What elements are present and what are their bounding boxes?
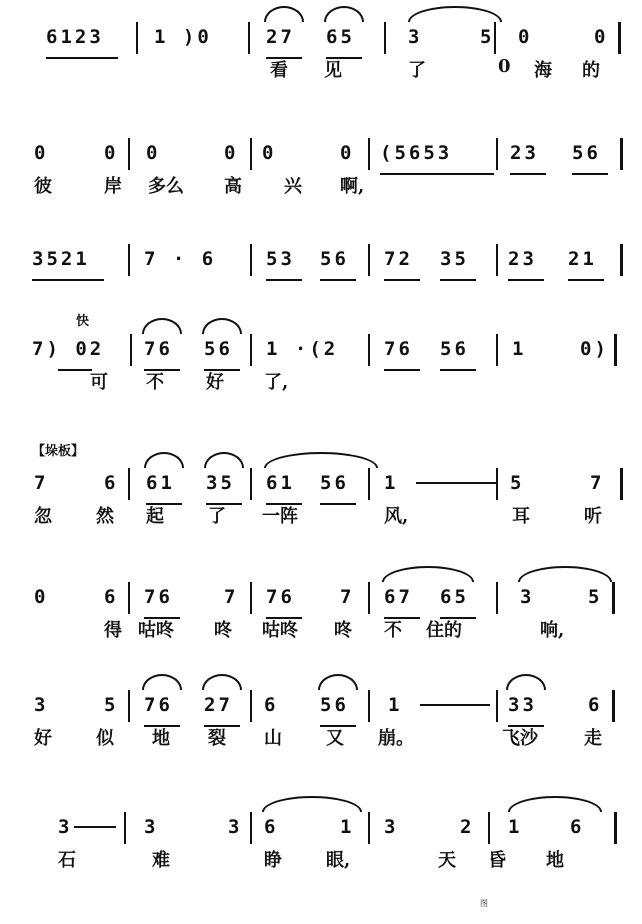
- note-group: 53: [266, 248, 295, 270]
- lyrics-row: [28, 368, 624, 394]
- lyric-syllable: 昏: [488, 850, 506, 871]
- note-group: 5: [104, 694, 119, 716]
- note-group: 3: [520, 586, 535, 608]
- note-group: 6123: [46, 26, 104, 48]
- note-group: 76: [384, 338, 413, 360]
- note-group: 6: [588, 694, 603, 716]
- note-group: 3521: [32, 248, 90, 270]
- note-group: 0: [340, 142, 355, 164]
- lyric-syllable: 可: [90, 372, 108, 393]
- lyric-syllable: 咕咚: [138, 620, 174, 641]
- note-group: 67: [384, 586, 413, 608]
- lyric-syllable: 响,: [540, 620, 565, 641]
- lyric-syllable: 了,: [264, 372, 289, 393]
- note-group: 0: [224, 142, 239, 164]
- note-group: 7 · 6: [144, 248, 217, 270]
- bar-line: [250, 690, 252, 722]
- slur-arc: [144, 452, 184, 468]
- lyric-syllable: 一阵: [262, 506, 298, 527]
- lyric-syllable: 的: [582, 60, 600, 81]
- lyric-syllable: 好: [34, 728, 52, 749]
- note-group: 0): [580, 338, 609, 360]
- note-group: 0: [594, 26, 609, 48]
- note-group: 35: [206, 472, 235, 494]
- bar-line: [368, 690, 370, 722]
- note-group: 76: [144, 586, 173, 608]
- bar-line: [368, 138, 370, 170]
- note-group: 65: [440, 586, 469, 608]
- note-group: 7: [224, 586, 239, 608]
- slur-arc: [142, 674, 182, 690]
- slur-arc: [204, 452, 244, 468]
- lyrics-row: [28, 846, 624, 872]
- bar-line: [250, 812, 252, 844]
- lyric-syllable: 耳: [512, 506, 530, 527]
- lyrics-row: [28, 502, 624, 528]
- bar-line: [368, 812, 370, 844]
- note-group: 6: [264, 694, 279, 716]
- lyric-syllable: 似: [96, 728, 114, 749]
- bar-line: [496, 582, 498, 614]
- bar-line: [496, 138, 498, 170]
- notation-row: [28, 138, 624, 168]
- lyric-syllable: 难: [152, 850, 170, 871]
- note-group: 61: [146, 472, 175, 494]
- tempo-marking: 快: [76, 314, 90, 329]
- lyric-syllable: 又: [326, 728, 344, 749]
- bar-line: [368, 582, 370, 614]
- bar-line: [136, 22, 138, 54]
- note-group: 0: [518, 26, 533, 48]
- note-group: 56: [320, 472, 349, 494]
- note-group: 0: [104, 142, 119, 164]
- notation-row: [28, 244, 624, 274]
- slur-arc: [142, 318, 182, 334]
- lyric-syllable: 高: [224, 176, 242, 197]
- note-group: 7: [590, 472, 605, 494]
- lyric-syllable: 咕咚: [262, 620, 298, 641]
- lyric-syllable: 咚: [334, 620, 352, 641]
- notation-row: [28, 582, 624, 612]
- lyric-syllable: 咚: [214, 620, 232, 641]
- notation-row: [28, 690, 624, 720]
- lyric-syllable: 住的: [426, 620, 462, 641]
- note-group: 0: [262, 142, 277, 164]
- lyric-syllable: 兴: [284, 176, 302, 197]
- bar-line: [614, 334, 617, 366]
- bar-line: [496, 468, 498, 500]
- note-group: 5: [480, 26, 495, 48]
- lyric-syllable: 听: [584, 506, 602, 527]
- bar-line: [248, 22, 250, 54]
- bar-line: [368, 468, 370, 500]
- slur-arc: [408, 6, 502, 22]
- note-group: 6: [264, 816, 279, 838]
- sustain-dash: [416, 482, 496, 484]
- slur-arc: [264, 452, 378, 468]
- note-group: 6: [104, 586, 119, 608]
- bar-line: [488, 812, 490, 844]
- note-group: 61: [266, 472, 295, 494]
- note-group: 1: [508, 816, 523, 838]
- note-group: 7) 02: [32, 338, 105, 360]
- note-group: 6: [104, 472, 119, 494]
- bar-line: [612, 582, 615, 614]
- lyric-syllable: 地: [546, 850, 564, 871]
- note-group: 3: [58, 816, 73, 838]
- lyrics-row: [28, 56, 624, 82]
- slur-arc: [264, 6, 304, 22]
- note-group: 27: [204, 694, 233, 716]
- slur-arc: [506, 674, 546, 690]
- lyrics-row: [28, 172, 624, 198]
- slur-arc: [508, 796, 602, 812]
- note-group: 1 )0: [154, 26, 212, 48]
- note-group: 6: [570, 816, 585, 838]
- bar-line: [620, 244, 623, 276]
- bar-line: [250, 582, 252, 614]
- bar-line: [250, 468, 252, 500]
- slur-arc: [202, 318, 242, 334]
- notation-row: [28, 22, 624, 52]
- notation-row: [28, 444, 624, 498]
- slur-arc: [318, 674, 358, 690]
- note-group: 7: [340, 586, 355, 608]
- slur-arc: [262, 796, 362, 812]
- lyric-syllable: 不: [146, 372, 164, 393]
- lyric-syllable: 啊,: [340, 176, 365, 197]
- lyric-syllable: 彼: [34, 176, 52, 197]
- lyrics-row: [28, 616, 624, 642]
- note-group: 56: [204, 338, 233, 360]
- lyric-syllable: 然: [96, 506, 114, 527]
- bar-line: [496, 334, 498, 366]
- note-group: 0: [34, 586, 49, 608]
- note-group: 7: [34, 472, 49, 494]
- bar-line: [384, 22, 386, 54]
- note-group: 56: [572, 142, 601, 164]
- note-group: 35: [440, 248, 469, 270]
- note-group: (5653: [380, 142, 453, 164]
- bar-line: [368, 244, 370, 276]
- note-group: 65: [326, 26, 355, 48]
- note-group: 3: [384, 816, 399, 838]
- notation-row: [28, 314, 624, 364]
- note-group: 56: [320, 248, 349, 270]
- note-group: 5: [588, 586, 603, 608]
- lyric-syllable: 起: [146, 506, 164, 527]
- bar-line: [128, 244, 130, 276]
- note-group: 1: [340, 816, 355, 838]
- note-group: 2: [460, 816, 475, 838]
- note-group: 3: [228, 816, 243, 838]
- slur-arc: [324, 6, 364, 22]
- lyric-syllable: 天: [438, 850, 456, 871]
- bar-line: [494, 22, 496, 54]
- note-group: 23: [510, 142, 539, 164]
- note-group: 1 ·(2: [266, 338, 339, 360]
- bar-line: [620, 138, 623, 170]
- lyric-syllable: 走: [584, 728, 602, 749]
- bar-line: [614, 812, 617, 844]
- bar-line: [618, 22, 621, 54]
- notation-row: [28, 812, 624, 842]
- lyric-syllable: 石: [58, 850, 76, 871]
- note-group: 1: [384, 472, 399, 494]
- note-group: 56: [440, 338, 469, 360]
- lyric-syllable: 见: [324, 60, 342, 81]
- note-group: 0: [146, 142, 161, 164]
- lyric-syllable: 0: [498, 56, 511, 77]
- note-group: 27: [266, 26, 295, 48]
- note-group: 3: [34, 694, 49, 716]
- slur-arc: [382, 566, 474, 582]
- lyric-syllable: 眼,: [326, 850, 351, 871]
- note-group: 76: [144, 338, 173, 360]
- bar-line: [128, 468, 130, 500]
- bar-line: [620, 468, 623, 500]
- sustain-dash: [420, 704, 490, 706]
- lyric-syllable: 了: [208, 506, 226, 527]
- bar-line: [250, 138, 252, 170]
- bar-line: [368, 334, 370, 366]
- lyric-syllable: 多么: [148, 176, 184, 197]
- lyric-syllable: 地: [152, 728, 170, 749]
- note-group: 3: [144, 816, 159, 838]
- bar-line: [128, 138, 130, 170]
- bar-line: [128, 582, 130, 614]
- slur-arc: [202, 674, 242, 690]
- note-group: 56: [320, 694, 349, 716]
- lyrics-row: [28, 724, 624, 750]
- lyric-syllable: 崩。: [378, 728, 414, 749]
- note-group: 1: [512, 338, 527, 360]
- note-group: 3: [408, 26, 423, 48]
- note-group: 72: [384, 248, 413, 270]
- lyric-syllable: 海: [534, 60, 552, 81]
- lyric-syllable: 风,: [384, 506, 409, 527]
- note-group: 21: [568, 248, 597, 270]
- note-group: 5: [510, 472, 525, 494]
- page-corner-mark: 图: [480, 899, 488, 908]
- note-group: 23: [508, 248, 537, 270]
- note-group: 76: [266, 586, 295, 608]
- sustain-dash: [74, 826, 116, 828]
- note-group: 76: [144, 694, 173, 716]
- lyric-syllable: 裂: [208, 728, 226, 749]
- note-group: 33: [508, 694, 537, 716]
- lyric-syllable: 山: [264, 728, 282, 749]
- slur-arc: [518, 566, 612, 582]
- lyric-syllable: 得: [104, 620, 122, 641]
- bar-line: [250, 334, 252, 366]
- lyric-syllable: 忽: [34, 506, 52, 527]
- lyric-syllable: 不: [384, 620, 402, 641]
- bar-line: [128, 690, 130, 722]
- bar-line: [496, 244, 498, 276]
- lyrics-row: [28, 278, 624, 304]
- bar-line: [612, 690, 615, 722]
- bar-line: [130, 334, 132, 366]
- note-group: 0: [34, 142, 49, 164]
- lyric-syllable: 好: [206, 372, 224, 393]
- lyric-syllable: 睁: [264, 850, 282, 871]
- bar-line: [124, 812, 126, 844]
- tempo-marking: 【垛板】: [32, 444, 85, 459]
- bar-line: [496, 690, 498, 722]
- bar-line: [250, 244, 252, 276]
- lyric-syllable: 看: [270, 60, 288, 81]
- lyric-syllable: 飞沙: [502, 728, 538, 749]
- lyric-syllable: 岸: [104, 176, 122, 197]
- lyric-syllable: 了: [408, 60, 426, 81]
- note-group: 1: [388, 694, 403, 716]
